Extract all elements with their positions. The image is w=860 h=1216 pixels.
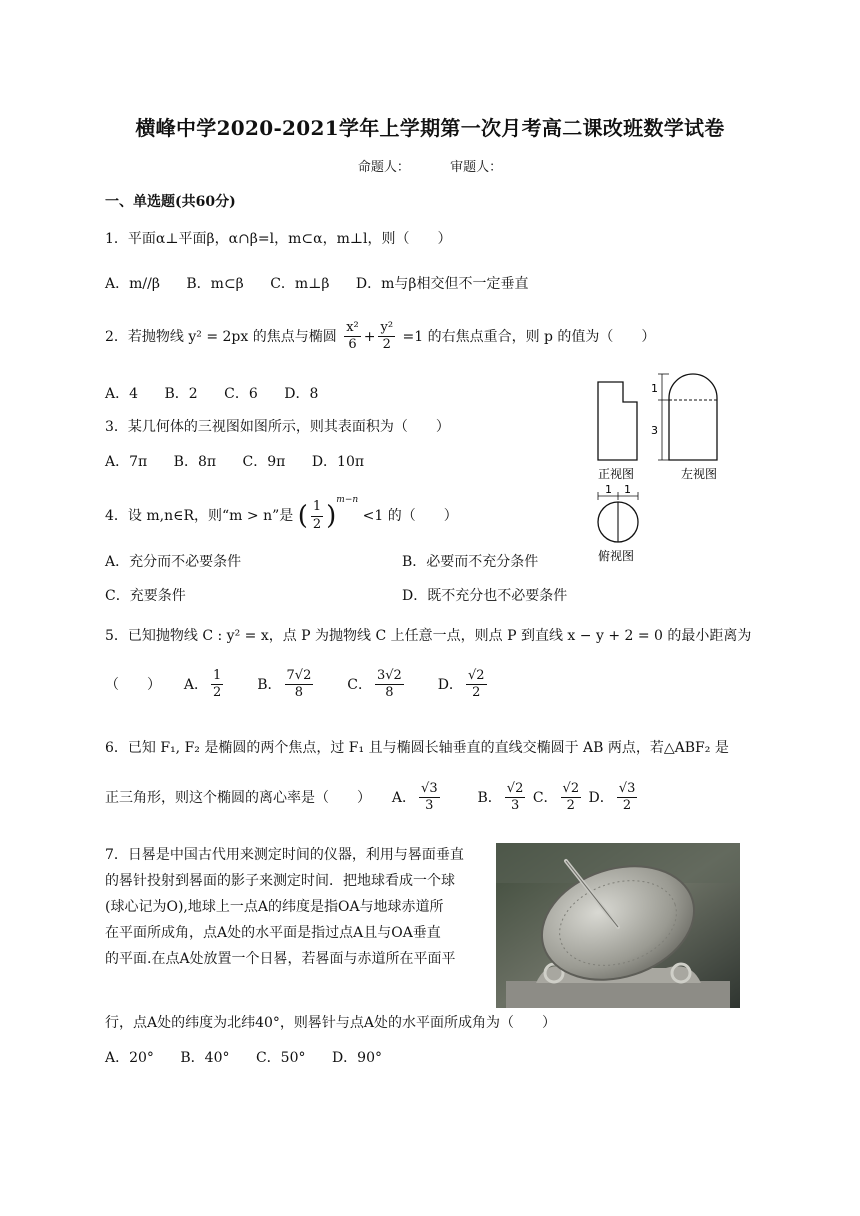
sundial-photo (496, 843, 740, 1008)
q5-option-c-label: C． (347, 676, 372, 693)
q4-exponent: m−n (336, 495, 359, 505)
q4-frac-num: 1 (311, 499, 323, 516)
q2-fraction-x (344, 320, 361, 354)
q2-frac1-num: x² (344, 320, 361, 337)
q4-fraction (311, 499, 323, 533)
q5-option-a-den: 2 (213, 685, 222, 701)
q5-option-a-num: 1 (211, 668, 223, 685)
q6-option-c-frac (561, 781, 582, 815)
left-view-outline (669, 374, 717, 460)
q5-option-b-num: 7√2 (285, 668, 314, 685)
q2-frac2-den: 2 (382, 337, 391, 353)
q6-option-c-den: 2 (566, 798, 575, 814)
left-view-dim-3: 3 (651, 424, 658, 437)
q1-option-a: A．m//β (105, 276, 160, 292)
left-view-label: 左视图 (681, 467, 718, 481)
q6-option-c-label: C． (532, 789, 558, 806)
three-view-figure (585, 372, 735, 572)
q2-option-d: D．8 (284, 386, 319, 402)
q4-option-d: D．既不充分也不必要条件 (402, 588, 568, 604)
q4-frac-den: 2 (312, 516, 322, 532)
q6-option-c-num: √2 (561, 781, 582, 798)
q6-option-a-label: A． (391, 789, 417, 806)
q6-option-a-num: √3 (419, 781, 440, 798)
sundial-base (506, 981, 730, 1008)
q6-option-d-label: D． (588, 789, 614, 806)
question-1-options (105, 273, 551, 293)
q1-option-b: B．m⊂β (186, 276, 244, 292)
q5-option-d-num: √2 (466, 668, 487, 685)
q5-option-d-den: 2 (472, 685, 481, 701)
top-view-dim-1b: 1 (624, 483, 631, 496)
question-4-stem (105, 495, 458, 533)
q5-option-b-label: B． (257, 676, 282, 693)
q6-option-b-frac (505, 781, 526, 815)
q4-option-b: B．必要而不充分条件 (402, 554, 539, 570)
q5-option-b-frac (285, 668, 314, 702)
question-2-options (105, 383, 340, 403)
question-7-options (105, 1047, 404, 1067)
q6-option-b-num: √2 (505, 781, 526, 798)
question-3-stem: 3．某几何体的三视图如图所示，则其表面积为（ ） (105, 419, 450, 435)
q4-stem-b: <1 的（ ） (362, 508, 458, 524)
q7-line-3: (球心记为O),地球上一点A的纬度是指OA与地球赤道所 (105, 899, 444, 915)
q2-option-c: C．6 (224, 386, 258, 402)
q7-line-1: 7．日晷是中国古代用来测定时间的仪器，利用与晷面垂直 (105, 847, 464, 863)
q3-option-c: C．9π (242, 454, 286, 470)
q2-option-a: A．4 (105, 386, 139, 402)
q5-option-d-label: D． (437, 676, 463, 693)
top-view-label: 俯视图 (598, 549, 635, 563)
q7-line-4: 在平面所成角，点A处的水平面是指过点A且与OA垂直 (105, 925, 441, 941)
question-2-stem (105, 320, 655, 354)
q6-option-a-frac (419, 781, 440, 815)
q2-plus: + (363, 328, 376, 345)
q5-option-c-num: 3√2 (375, 668, 404, 685)
q3-option-a: A．7π (105, 454, 148, 470)
q6-option-d-num: √3 (617, 781, 638, 798)
q2-stem-a: 2．若抛物线 y² = 2px 的焦点与椭圆 (105, 328, 337, 345)
q2-stem-b: =1 的右焦点重合，则 p 的值为（ ） (402, 328, 656, 345)
exam-title: 横峰中学2020-2021学年上学期第一次月考高二课改班数学试卷 (135, 116, 725, 140)
q5-option-d-frac (466, 668, 487, 702)
q7-option-a: A．20° (105, 1050, 154, 1066)
q5-paren: （ ） (105, 676, 161, 693)
left-view-dim-1: 1 (651, 382, 658, 395)
q2-frac2-num: y² (378, 320, 395, 337)
top-view-dim-1a: 1 (605, 483, 612, 496)
q4-paren-close: ) (326, 501, 337, 531)
q4-option-a: A．充分而不必要条件 (105, 554, 242, 570)
question-6-stem: 6．已知 F₁, F₂ 是椭圆的两个焦点，过 F₁ 且与椭圆长轴垂直的直线交椭圆于 AB 两点，若△ABF₂ 是 (105, 740, 729, 756)
q6-option-a-den: 3 (425, 798, 434, 814)
q6-stem2: 正三角形，则这个椭圆的离心率是（ ） (105, 789, 371, 806)
authors-line (0, 156, 860, 175)
question-5-options (105, 668, 490, 702)
q5-option-a-label: A． (183, 676, 209, 693)
question-7-paragraph (105, 842, 485, 972)
q2-fraction-y (378, 320, 395, 354)
q3-option-b: B．8π (173, 454, 217, 470)
question-3-options (105, 451, 386, 471)
q5-option-c-frac (375, 668, 404, 702)
front-view-outline (598, 382, 637, 460)
q4-option-c: C．充要条件 (105, 588, 186, 604)
front-view-label: 正视图 (598, 467, 635, 481)
setter-label: 命题人： (357, 160, 410, 175)
q7-option-c: C．50° (255, 1050, 306, 1066)
q3-option-d: D．10π (311, 454, 365, 470)
q4-paren-open: ( (297, 501, 308, 531)
question-1-stem: 1．平面α⊥平面β，α∩β=l，m⊂α，m⊥l，则（ ） (105, 231, 452, 247)
q7-line-2: 的晷针投射到晷面的影子来测定时间．把地球看成一个球 (105, 873, 455, 889)
question-5-stem: 5．已知抛物线 C : y² = x，点 P 为抛物线 C 上任意一点，则点 P 到直线 x − y + 2 = 0 的最小距离为 (105, 628, 752, 644)
section-heading: 一、单选题(共60分) (105, 194, 236, 210)
reviewer-label: 审题人： (450, 160, 503, 175)
q5-option-a-frac (211, 668, 223, 702)
q6-option-b-den: 3 (510, 798, 520, 814)
q5-option-b-den: 8 (294, 685, 304, 701)
q2-frac1-den: 6 (348, 337, 357, 353)
q7-option-d: D．90° (331, 1050, 382, 1066)
q7-option-b: B．40° (180, 1050, 230, 1066)
q5-option-c-den: 8 (385, 685, 394, 701)
q7-last-line: 行，点A处的纬度为北纬40°，则晷针与点A处的水平面所成角为（ ） (105, 1015, 557, 1031)
q7-line-5: 的平面.在点A处放置一个日晷，若晷面与赤道所在平面平 (105, 951, 456, 967)
question-6-line2 (105, 781, 640, 815)
q1-option-c: C．m⊥β (270, 276, 330, 292)
q6-option-d-frac (617, 781, 638, 815)
q4-stem-a: 4．设 m,n∈R，则“m > n”是 (105, 508, 294, 524)
q6-option-d-den: 2 (622, 798, 632, 814)
q2-option-b: B．2 (164, 386, 198, 402)
q1-option-d: D．m与β相交但不一定垂直 (355, 276, 529, 292)
q6-option-b-label: B． (477, 789, 502, 806)
